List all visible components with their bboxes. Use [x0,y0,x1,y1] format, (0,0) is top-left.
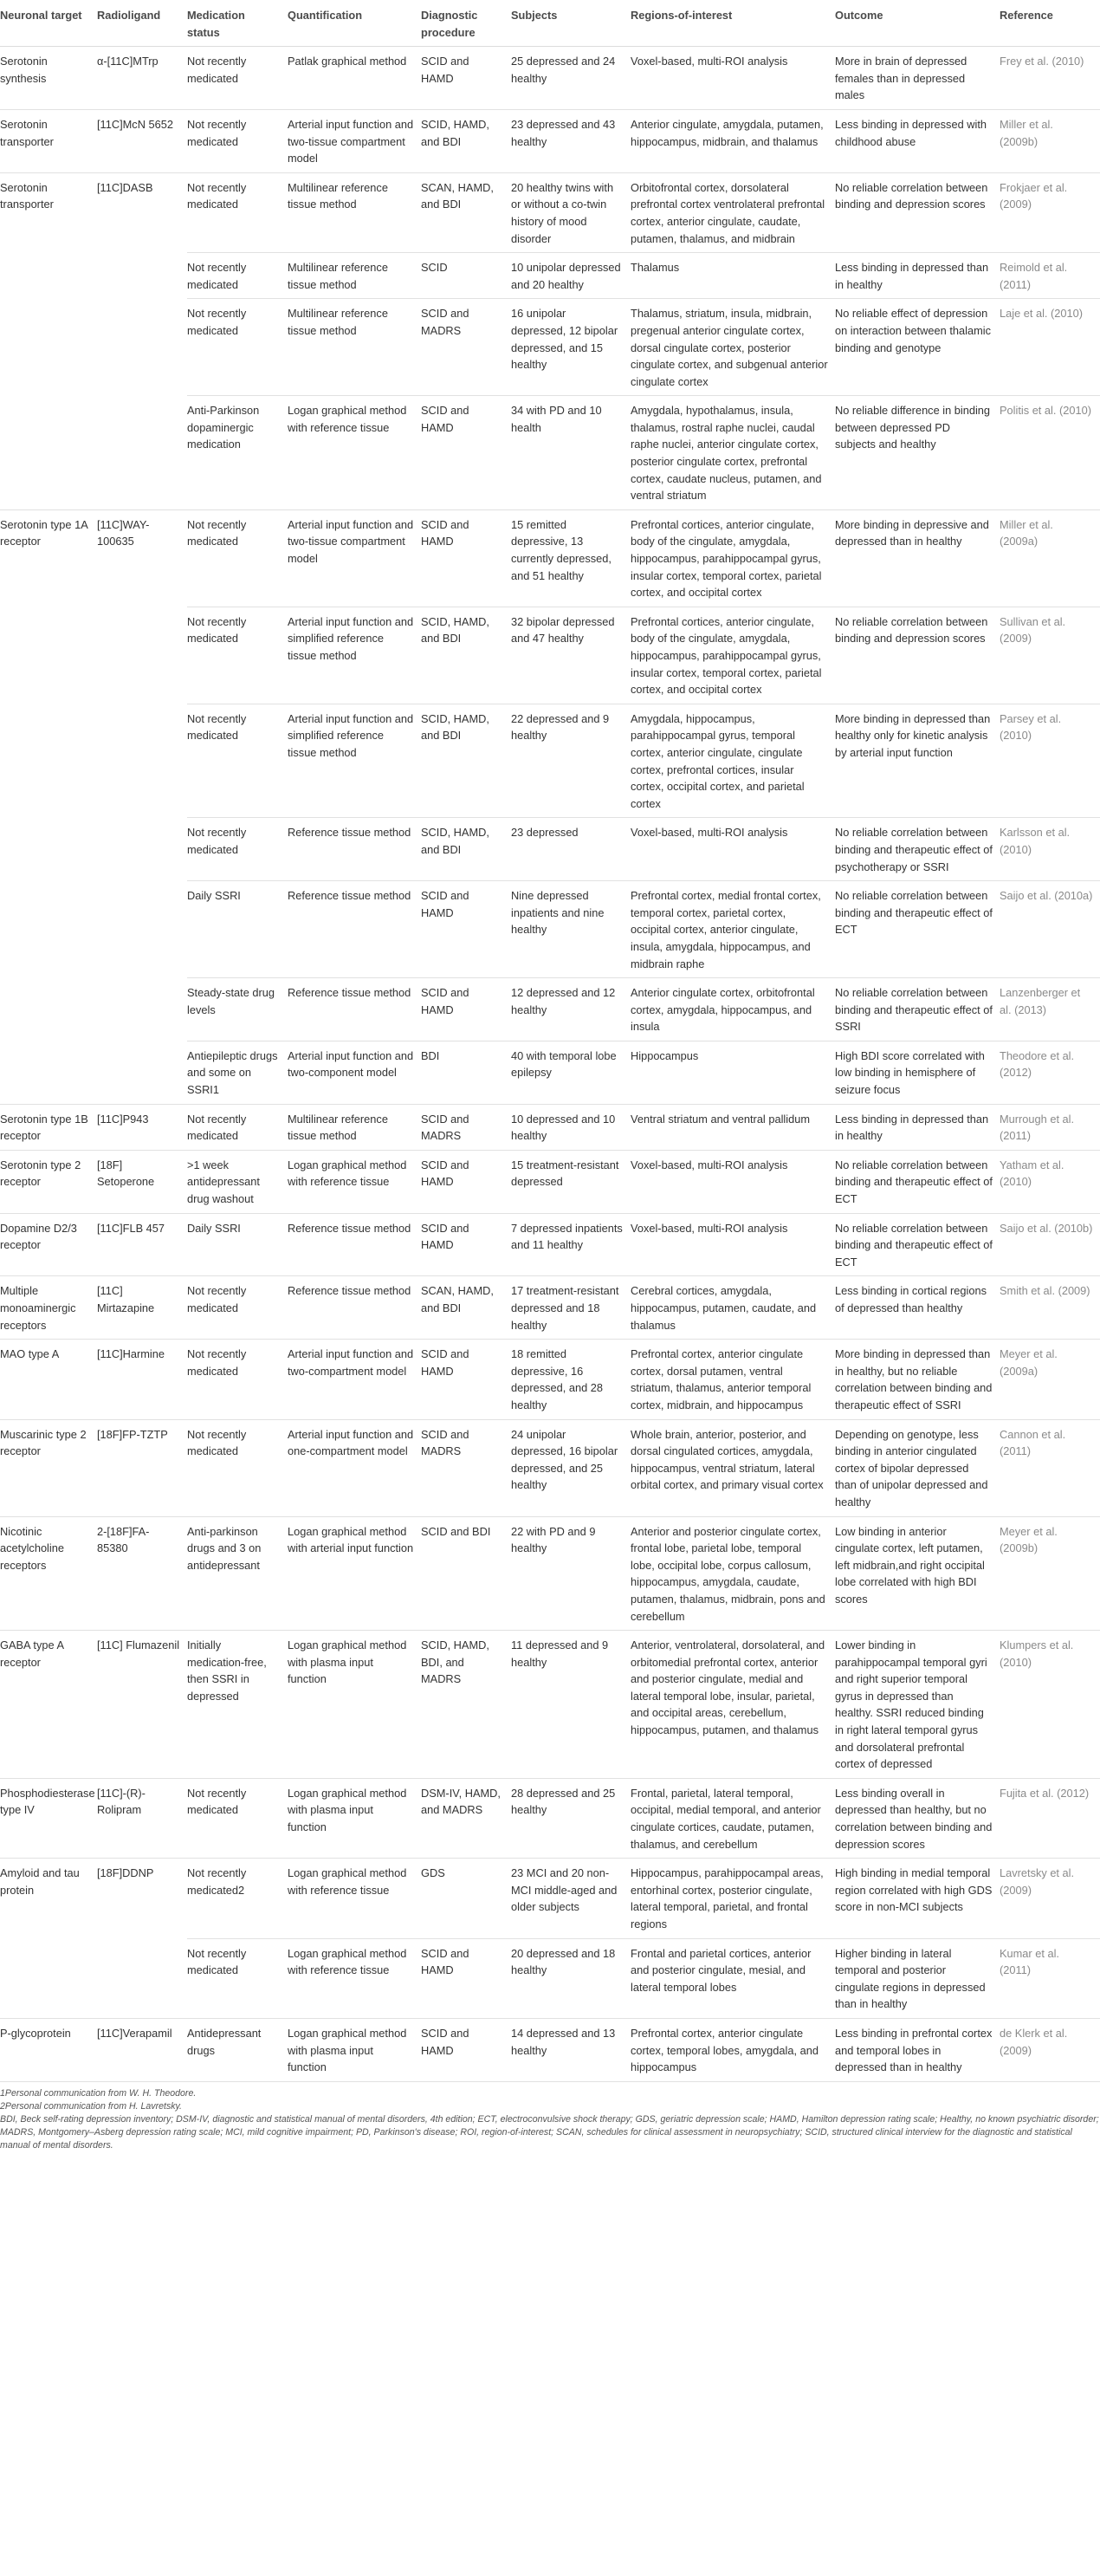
cell-diagnostic-procedure: SCAN, HAMD, and BDI [421,1276,511,1340]
cell-regions-of-interest: Amygdala, hippocampus, parahippocampal gyrus, temporal cortex, anterior cingulate, cingulate cortex, prefrontal cortices, insular cortex, occipital cortex, and parietal cortex [631,704,835,818]
cell-regions-of-interest: Whole brain, anterior, posterior, and dorsal cingulated cortices, amygdala, hippocampus, ventral striatum, lateral orbital cortex, and primary visual cortex [631,1419,835,1516]
cell-radioligand [97,818,187,881]
cell-medication-status: Initially medication-free, then SSRI in depressed [187,1631,288,1779]
cell-radioligand: [18F]FP-TZTP [97,1419,187,1516]
cell-regions-of-interest: Anterior cingulate, amygdala, putamen, hippocampus, midbrain, and thalamus [631,109,835,172]
cell-regions-of-interest: Prefrontal cortex, medial frontal cortex, temporal cortex, parietal cortex, occipital cortex, anterior cingulate, insula, amygdala, hippocampus, and midbrain raphe [631,881,835,978]
cell-diagnostic-procedure: GDS [421,1859,511,1938]
cell-subjects: 20 depressed and 18 healthy [511,1938,631,2018]
table-row [0,1276,1100,1340]
table-row [0,1859,1100,1938]
cell-medication-status: >1 week antidepressant drug washout [187,1150,288,1213]
cell-radioligand: [11C]Verapamil [97,2018,187,2081]
table-row [0,172,1100,252]
cell-reference: Frokjaer et al. (2009) [1000,172,1100,252]
cell-regions-of-interest: Prefrontal cortex, anterior cingulate cortex, temporal lobes, amygdala, and hippocampus [631,2018,835,2081]
cell-quantification: Multilinear reference tissue method [288,299,421,396]
cell-neuronal-target: GABA type A receptor [0,1631,97,1779]
cell-quantification: Arterial input function and two-tissue compartment model [288,109,421,172]
cell-radioligand [97,881,187,978]
cell-subjects: 12 depressed and 12 healthy [511,978,631,1041]
cell-radioligand: 2-[18F]FA-85380 [97,1516,187,1631]
cell-medication-status: Not recently medicated [187,1419,288,1516]
cell-medication-status: Not recently medicated [187,818,288,881]
table-row [0,1150,1100,1213]
cell-medication-status: Not recently medicated [187,47,288,110]
abbreviations-note: BDI, Beck self-rating depression inventory; DSM-IV, diagnostic and statistical manual of mental disorders, 4th edition; ECT, electroconvulsive shock therapy; GDS, geriatric depression scale; HAMD, Hamilton depression rating scale; Healthy, no known psychiatric disorder; MADRS, Montgomery–Asberg depression rating scale; MCI, mild cognitive impairment; PD, Parkinson's disease; ROI, region-of-interest; SCAN, schedules for clinical assessment in neuropsychiatry; SCID, structured clinical interview for the diagnostic and statistical manual of mental disorders. [0,2114,1099,2151]
cell-outcome: Less binding in prefrontal cortex and temporal lobes in depressed than in healthy [835,2018,1000,2081]
cell-medication-status: Not recently medicated [187,172,288,252]
cell-regions-of-interest: Orbitofrontal cortex, dorsolateral prefrontal cortex ventrolateral prefrontal cortex, anterior cingulate, caudate, putamen, thalamus, and midbrain [631,172,835,252]
cell-reference: Saijo et al. (2010a) [1000,881,1100,978]
cell-medication-status: Not recently medicated [187,299,288,396]
cell-subjects: Nine depressed inpatients and nine healthy [511,881,631,978]
cell-radioligand: [18F] Setoperone [97,1150,187,1213]
cell-diagnostic-procedure: SCID and BDI [421,1516,511,1631]
cell-outcome: More binding in depressed than in healthy, but no reliable correlation between binding and therapeutic effect of SSRI [835,1340,1000,1419]
table-footnotes [0,2087,1100,2152]
cell-neuronal-target [0,818,97,881]
cell-outcome: Lower binding in parahippocampal temporal gyri and right superior temporal gyrus in depressed than healthy. SSRI reduced binding in right lateral temporal gyrus and dorsolateral prefrontal cortex of depressed [835,1631,1000,1779]
cell-outcome: Depending on genotype, less binding in anterior cingulated cortex of bipolar depressed than of unipolar depressed and healthy [835,1419,1000,1516]
cell-reference: Lavretsky et al. (2009) [1000,1859,1100,1938]
cell-subjects: 15 treatment-resistant depressed [511,1150,631,1213]
cell-quantification: Logan graphical method with reference tissue [288,1150,421,1213]
cell-diagnostic-procedure: SCID and MADRS [421,1104,511,1150]
cell-diagnostic-procedure: SCID and HAMD [421,1340,511,1419]
cell-quantification: Arterial input function and one-compartment model [288,1419,421,1516]
cell-reference: Meyer et al. (2009a) [1000,1340,1100,1419]
column-header-medication-status: Medication status [187,0,288,47]
cell-outcome: More binding in depressive and depressed than in healthy [835,509,1000,607]
cell-medication-status: Not recently medicated [187,1778,288,1858]
table-row [0,704,1100,818]
cell-medication-status: Not recently medicated [187,1340,288,1419]
cell-outcome: Less binding in cortical regions of depressed than healthy [835,1276,1000,1340]
table-row [0,396,1100,510]
cell-subjects: 34 with PD and 10 health [511,396,631,510]
cell-subjects: 23 depressed and 43 healthy [511,109,631,172]
cell-medication-status: Not recently medicated [187,253,288,299]
cell-outcome: No reliable difference in binding between depressed PD subjects and healthy [835,396,1000,510]
cell-outcome: Less binding in depressed than in healthy [835,1104,1000,1150]
table-row [0,1419,1100,1516]
cell-diagnostic-procedure: SCID, HAMD, and BDI [421,818,511,881]
cell-diagnostic-procedure: SCID and HAMD [421,881,511,978]
cell-reference: de Klerk et al. (2009) [1000,2018,1100,2081]
cell-regions-of-interest: Ventral striatum and ventral pallidum [631,1104,835,1150]
cell-medication-status: Steady-state drug levels [187,978,288,1041]
cell-diagnostic-procedure: SCID, HAMD, and BDI [421,704,511,818]
table-row [0,109,1100,172]
cell-reference: Fujita et al. (2012) [1000,1778,1100,1858]
cell-neuronal-target: MAO type A [0,1340,97,1419]
cell-neuronal-target [0,704,97,818]
cell-medication-status: Anti-parkinson drugs and 3 on antidepressant [187,1516,288,1631]
cell-subjects: 16 unipolar depressed, 12 bipolar depressed, and 15 healthy [511,299,631,396]
cell-outcome: Less binding in depressed than in healthy [835,253,1000,299]
footnote: 2Personal communication from H. Lavretsky. [0,2101,182,2112]
cell-quantification: Patlak graphical method [288,47,421,110]
cell-reference: Kumar et al. (2011) [1000,1938,1100,2018]
cell-medication-status: Not recently medicated2 [187,1859,288,1938]
cell-regions-of-interest: Frontal and parietal cortices, anterior and posterior cingulate, mesial, and lateral temporal lobes [631,1938,835,2018]
cell-radioligand [97,978,187,1041]
cell-subjects: 24 unipolar depressed, 16 bipolar depressed, and 25 healthy [511,1419,631,1516]
cell-subjects: 11 depressed and 9 healthy [511,1631,631,1779]
cell-subjects: 15 remitted depressive, 13 currently depressed, and 51 healthy [511,509,631,607]
cell-neuronal-target [0,1041,97,1104]
cell-radioligand: [11C]-(R)-Rolipram [97,1778,187,1858]
table-row [0,1340,1100,1419]
cell-regions-of-interest: Voxel-based, multi-ROI analysis [631,818,835,881]
cell-radioligand: [18F]DDNP [97,1866,154,1880]
cell-medication-status: Not recently medicated [187,1104,288,1150]
cell-medication-status: Antiepileptic drugs and some on SSRI1 [187,1041,288,1104]
cell-outcome: High binding in medial temporal region correlated with high GDS score in non-MCI subjects [835,1859,1000,1938]
cell-quantification: Logan graphical method with reference tissue [288,1859,421,1938]
cell-quantification: Multilinear reference tissue method [288,253,421,299]
cell-outcome: No reliable correlation between binding and therapeutic effect of ECT [835,881,1000,978]
cell-diagnostic-procedure: SCID and HAMD [421,1150,511,1213]
cell-subjects: 14 depressed and 13 healthy [511,2018,631,2081]
cell-diagnostic-procedure: SCID and MADRS [421,299,511,396]
cell-diagnostic-procedure: SCID and MADRS [421,1419,511,1516]
cell-diagnostic-procedure: SCID [421,253,511,299]
table-row [0,2018,1100,2081]
cell-outcome: Less binding overall in depressed than healthy, but no correlation between binding and depression scores [835,1778,1000,1858]
table-row [0,47,1100,110]
cell-radioligand: [11C]McN 5652 [97,109,187,172]
cell-reference: Miller et al. (2009b) [1000,109,1100,172]
cell-regions-of-interest: Voxel-based, multi-ROI analysis [631,1213,835,1276]
cell-neuronal-target [0,1938,97,2018]
cell-neuronal-target: Serotonin type 1A receptor [0,517,88,548]
cell-outcome: No reliable correlation between binding and depression scores [835,607,1000,704]
cell-outcome: No reliable correlation between binding and therapeutic effect of ECT [835,1150,1000,1213]
cell-radioligand: α-[11C]MTrp [97,47,187,110]
cell-diagnostic-procedure: BDI [421,1041,511,1104]
cell-radioligand [97,253,187,299]
cell-quantification: Logan graphical method with arterial input function [288,1516,421,1631]
cell-outcome: Low binding in anterior cingulate cortex, left putamen, left midbrain,and right occipital lobe correlated with high BDI scores [835,1516,1000,1631]
cell-quantification: Logan graphical method with reference tissue [288,396,421,510]
cell-neuronal-target: Multiple monoaminergic receptors [0,1276,97,1340]
cell-radioligand: [11C]WAY-100635 [97,517,150,548]
cell-reference: Cannon et al. (2011) [1000,1419,1100,1516]
table-row [0,818,1100,881]
cell-outcome: More binding in depressed than healthy only for kinetic analysis by arterial input function [835,704,1000,818]
cell-radioligand: [11C] Mirtazapine [97,1276,187,1340]
cell-regions-of-interest: Frontal, parietal, lateral temporal, occipital, medial temporal, and anterior cingulate cortices, caudate, putamen, thalamus, and cerebellum [631,1778,835,1858]
cell-subjects: 18 remitted depressive, 16 depressed, and 28 healthy [511,1340,631,1419]
table-row [0,1516,1100,1631]
footnote: 1Personal communication from W. H. Theodore. [0,2088,197,2099]
cell-reference: Yatham et al. (2010) [1000,1150,1100,1213]
cell-quantification: Arterial input function and two-compartment model [288,1340,421,1419]
cell-subjects: 40 with temporal lobe epilepsy [511,1041,631,1104]
cell-neuronal-target [0,253,97,299]
cell-subjects: 23 depressed [511,818,631,881]
cell-outcome: No reliable effect of depression on interaction between thalamic binding and genotype [835,299,1000,396]
cell-neuronal-target [0,978,97,1041]
cell-quantification: Logan graphical method with plasma input function [288,2018,421,2081]
cell-neuronal-target: Serotonin transporter [0,109,97,172]
cell-radioligand: [11C]P943 [97,1104,187,1150]
cell-diagnostic-procedure: SCID and HAMD [421,396,511,510]
cell-quantification: Reference tissue method [288,881,421,978]
cell-regions-of-interest: Prefrontal cortex, anterior cingulate cortex, dorsal putamen, ventral striatum, thalamus, anterior temporal cortex, midbrain, and hippocampus [631,1340,835,1419]
cell-diagnostic-procedure: SCID, HAMD, and BDI [421,109,511,172]
cell-medication-status: Daily SSRI [187,881,288,978]
cell-radioligand: [11C]Harmine [97,1340,187,1419]
cell-regions-of-interest: Anterior, ventrolateral, dorsolateral, and orbitomedial prefrontal cortex, anterior and posterior cingulate, medial and lateral temporal lobe, insular, parietal, and occipital areas, cerebellum, hippocampus, putamen, and thalamus [631,1631,835,1779]
cell-regions-of-interest: Thalamus, striatum, insula, midbrain, pregenual anterior cingulate cortex, dorsal cingulate cortex, posterior cingulate cortex, and subgenual anterior cingulate cortex [631,299,835,396]
cell-subjects: 25 depressed and 24 healthy [511,47,631,110]
cell-radioligand [97,299,187,396]
table-row [0,253,1100,299]
cell-regions-of-interest: Hippocampus, parahippocampal areas, entorhinal cortex, posterior cingulate, lateral temporal, parietal, and frontal regions [631,1859,835,1938]
cell-radioligand: [11C]FLB 457 [97,1213,187,1276]
cell-regions-of-interest: Voxel-based, multi-ROI analysis [631,47,835,110]
column-header-outcome: Outcome [835,0,1000,47]
column-header-diagnostic-procedure: Diagnostic procedure [421,0,511,47]
cell-subjects: 7 depressed inpatients and 11 healthy [511,1213,631,1276]
cell-outcome: More in brain of depressed females than in depressed males [835,47,1000,110]
cell-radioligand [97,396,187,510]
cell-neuronal-target: Nicotinic acetylcholine receptors [0,1516,97,1631]
cell-quantification: Multilinear reference tissue method [288,172,421,252]
cell-diagnostic-procedure: SCID and HAMD [421,47,511,110]
cell-outcome: High BDI score correlated with low binding in hemisphere of seizure focus [835,1041,1000,1104]
cell-subjects: 32 bipolar depressed and 47 healthy [511,607,631,704]
table-row [0,509,1100,607]
cell-quantification: Reference tissue method [288,978,421,1041]
cell-quantification: Logan graphical method with plasma input function [288,1631,421,1779]
cell-quantification: Reference tissue method [288,818,421,881]
table-row [0,607,1100,704]
cell-neuronal-target [0,881,97,978]
cell-quantification: Arterial input function and two-tissue compartment model [288,509,421,607]
cell-regions-of-interest: Voxel-based, multi-ROI analysis [631,1150,835,1213]
table-row [0,881,1100,978]
cell-subjects: 22 depressed and 9 healthy [511,704,631,818]
cell-medication-status: Not recently medicated [187,1276,288,1340]
cell-radioligand: [11C]DASB [97,180,153,194]
cell-reference: Reimold et al. (2011) [1000,253,1100,299]
cell-neuronal-target: P-glycoprotein [0,2018,97,2081]
cell-reference: Theodore et al. (2012) [1000,1041,1100,1104]
cell-neuronal-target: Phosphodiesterase type IV [0,1778,97,1858]
cell-quantification: Reference tissue method [288,1213,421,1276]
cell-subjects: 22 with PD and 9 healthy [511,1516,631,1631]
cell-medication-status: Anti-Parkinson dopaminergic medication [187,396,288,510]
cell-subjects: 17 treatment-resistant depressed and 18 healthy [511,1276,631,1340]
cell-diagnostic-procedure: SCID, HAMD, and BDI [421,607,511,704]
cell-regions-of-interest: Prefrontal cortices, anterior cingulate, body of the cingulate, amygdala, hippocampus, parahippocampal gyrus, insular cortex, temporal cortex, parietal cortex, and occipital cortex [631,607,835,704]
cell-neuronal-target: Serotonin transporter [0,180,54,211]
column-header-radioligand: Radioligand [97,0,187,47]
cell-subjects: 10 unipolar depressed and 20 healthy [511,253,631,299]
cell-regions-of-interest: Thalamus [631,253,835,299]
cell-outcome: Less binding in depressed with childhood abuse [835,109,1000,172]
cell-regions-of-interest: Hippocampus [631,1041,835,1104]
cell-reference: Parsey et al. (2010) [1000,704,1100,818]
cell-outcome: No reliable correlation between binding and depression scores [835,172,1000,252]
cell-reference: Karlsson et al. (2010) [1000,818,1100,881]
table-row [0,299,1100,396]
table-row [0,1104,1100,1150]
table-row [0,1778,1100,1858]
cell-medication-status: Daily SSRI [187,1213,288,1276]
cell-diagnostic-procedure: SCID and HAMD [421,2018,511,2081]
cell-reference: Saijo et al. (2010b) [1000,1213,1100,1276]
cell-reference: Lanzenberger et al. (2013) [1000,978,1100,1041]
cell-reference: Politis et al. (2010) [1000,396,1100,510]
cell-radioligand [97,607,187,704]
cell-radioligand [97,1041,187,1104]
cell-subjects: 28 depressed and 25 healthy [511,1778,631,1858]
cell-regions-of-interest: Prefrontal cortices, anterior cingulate, body of the cingulate, amygdala, hippocampus, parahippocampal gyrus, insular cortex, temporal cortex, parietal cortex, and occipital cortex [631,509,835,607]
cell-medication-status: Not recently medicated [187,509,288,607]
cell-diagnostic-procedure: SCID and HAMD [421,978,511,1041]
cell-quantification: Logan graphical method with reference tissue [288,1938,421,2018]
cell-subjects: 10 depressed and 10 healthy [511,1104,631,1150]
cell-neuronal-target: Serotonin type 2 receptor [0,1150,97,1213]
cell-radioligand: [11C] Flumazenil [97,1631,187,1779]
table-row [0,1631,1100,1779]
cell-neuronal-target: Amyloid and tau protein [0,1866,80,1897]
cell-diagnostic-procedure: SCID and HAMD [421,1213,511,1276]
cell-diagnostic-procedure: SCID and HAMD [421,1938,511,2018]
cell-reference: Miller et al. (2009a) [1000,509,1100,607]
cell-reference: Smith et al. (2009) [1000,1276,1100,1340]
cell-medication-status: Not recently medicated [187,1938,288,2018]
cell-medication-status: Not recently medicated [187,607,288,704]
cell-regions-of-interest: Cerebral cortices, amygdala, hippocampus, putamen, caudate, and thalamus [631,1276,835,1340]
cell-quantification: Reference tissue method [288,1276,421,1340]
cell-outcome: Higher binding in lateral temporal and posterior cingulate regions in depressed than in healthy [835,1938,1000,2018]
cell-reference: Frey et al. (2010) [1000,47,1100,110]
table-row [0,1213,1100,1276]
column-header-subjects: Subjects [511,0,631,47]
cell-neuronal-target [0,299,97,396]
column-header-regions-of-interest: Regions-of-interest [631,0,835,47]
cell-outcome: No reliable correlation between binding and therapeutic effect of psychotherapy or SSRI [835,818,1000,881]
table-row [0,1938,1100,2018]
cell-reference: Klumpers et al. (2010) [1000,1631,1100,1779]
column-header-neuronal-target: Neuronal target [0,0,97,47]
table-row [0,1041,1100,1104]
cell-quantification: Arterial input function and simplified reference tissue method [288,704,421,818]
cell-reference: Laje et al. (2010) [1000,299,1100,396]
table-body [0,47,1100,2082]
cell-outcome: No reliable correlation between binding and therapeutic effect of ECT [835,1213,1000,1276]
cell-outcome: No reliable correlation between binding and therapeutic effect of SSRI [835,978,1000,1041]
table-header-row [0,0,1100,47]
cell-neuronal-target: Dopamine D2/3 receptor [0,1213,97,1276]
cell-neuronal-target: Muscarinic type 2 receptor [0,1419,97,1516]
cell-quantification: Logan graphical method with plasma input function [288,1778,421,1858]
cell-reference: Sullivan et al. (2009) [1000,607,1100,704]
column-header-quantification: Quantification [288,0,421,47]
cell-reference: Meyer et al. (2009b) [1000,1516,1100,1631]
table-row [0,978,1100,1041]
cell-medication-status: Antidepressant drugs [187,2018,288,2081]
cell-regions-of-interest: Anterior and posterior cingulate cortex, frontal lobe, parietal lobe, temporal lobe, occipital lobe, corpus callosum, hippocampus, amygdala, caudate, putamen, thalamus, midbrain, pons and cerebellum [631,1516,835,1631]
column-header-reference: Reference [1000,0,1100,47]
cell-quantification: Multilinear reference tissue method [288,1104,421,1150]
cell-subjects: 23 MCI and 20 non-MCI middle-aged and older subjects [511,1859,631,1938]
cell-neuronal-target: Serotonin type 1B receptor [0,1104,97,1150]
cell-diagnostic-procedure: DSM-IV, HAMD, and MADRS [421,1778,511,1858]
cell-neuronal-target [0,396,97,510]
cell-diagnostic-procedure: SCID and HAMD [421,509,511,607]
cell-neuronal-target: Serotonin synthesis [0,47,97,110]
cell-regions-of-interest: Anterior cingulate cortex, orbitofrontal cortex, amygdala, hippocampus, and insula [631,978,835,1041]
cell-regions-of-interest: Amygdala, hypothalamus, insula, thalamus, rostral raphe nuclei, caudal raphe nuclei, anterior cingulate cortex, posterior cingulate cortex, prefrontal cortex, caudate nucleus, putamen, and ventral striatum [631,396,835,510]
cell-quantification: Arterial input function and two-component model [288,1041,421,1104]
cell-medication-status: Not recently medicated [187,109,288,172]
cell-reference: Murrough et al. (2011) [1000,1104,1100,1150]
cell-diagnostic-procedure: SCID, HAMD, BDI, and MADRS [421,1631,511,1779]
cell-neuronal-target [0,607,97,704]
cell-subjects: 20 healthy twins with or without a co-twin history of mood disorder [511,172,631,252]
cell-medication-status: Not recently medicated [187,704,288,818]
cell-radioligand [97,1938,187,2018]
cell-diagnostic-procedure: SCAN, HAMD, and BDI [421,172,511,252]
cell-radioligand [97,704,187,818]
cell-quantification: Arterial input function and simplified reference tissue method [288,607,421,704]
